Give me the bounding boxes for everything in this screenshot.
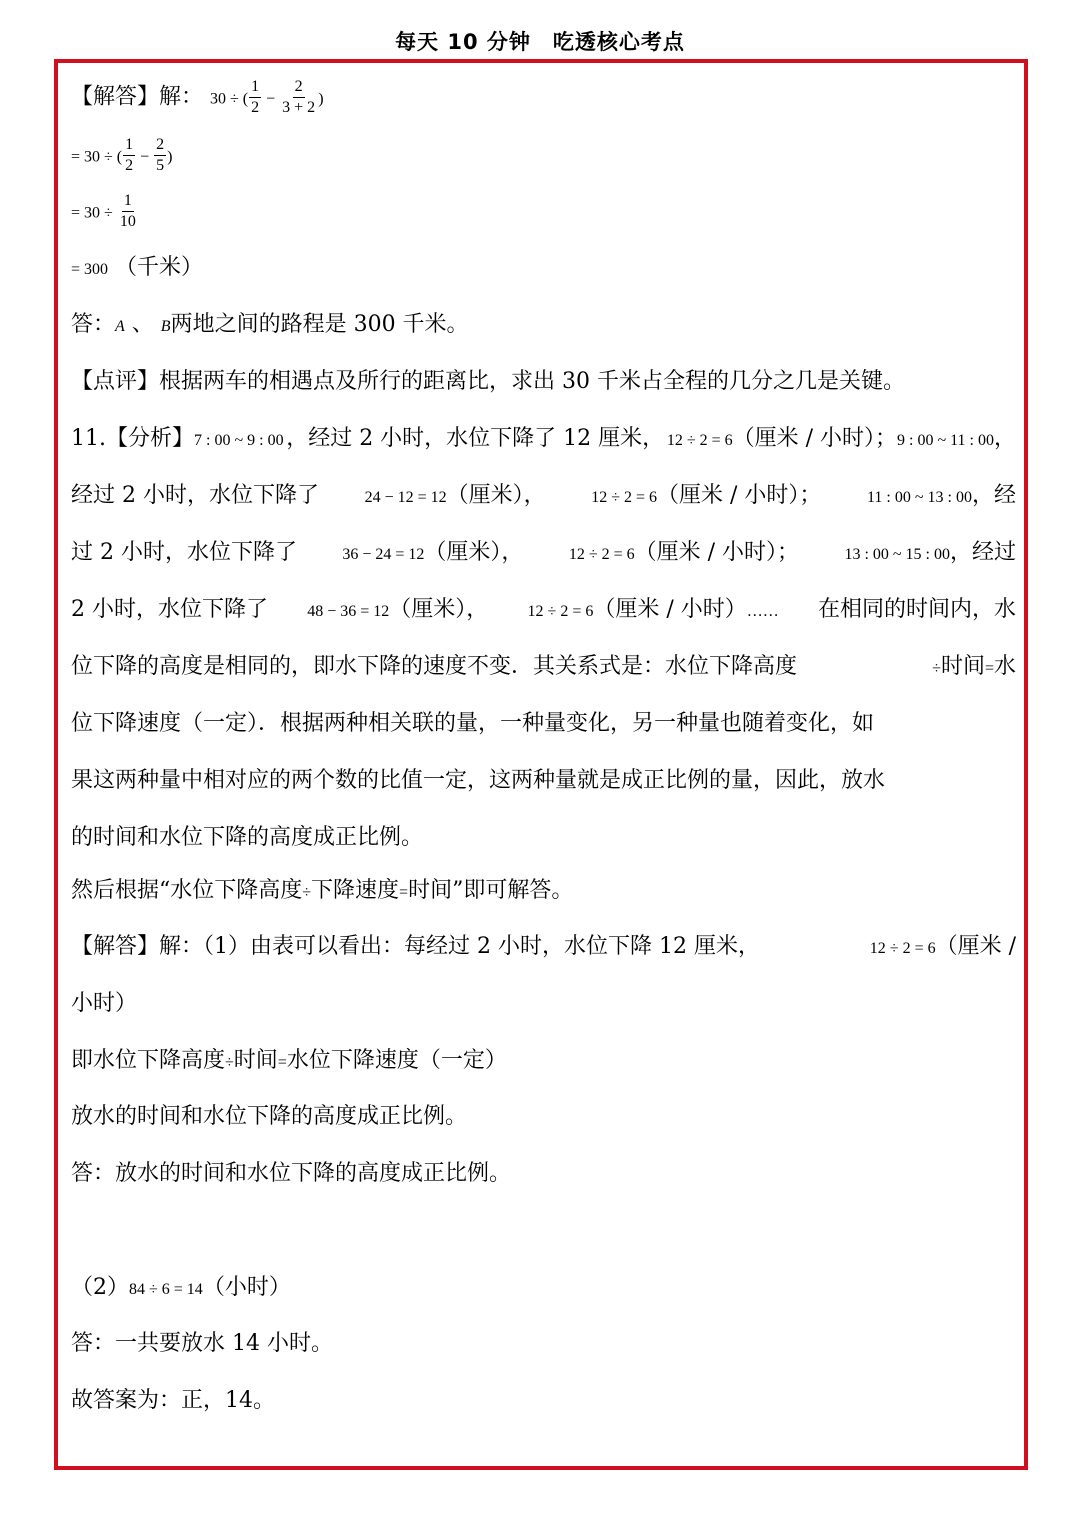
text: （厘米）， bbox=[446, 483, 546, 508]
q11-line-4 bbox=[71, 595, 1016, 627]
q11-line-8: 的时间和水位下降的高度成正比例。 bbox=[71, 825, 424, 850]
time-range: 7 : 00 ~ 9 : 00 bbox=[194, 432, 284, 449]
q11-line-16: 答：一共要放水 14 小时。 bbox=[71, 1331, 333, 1356]
fraction: $\frac{2}{5}$ bbox=[156, 136, 165, 174]
q11-line-5 bbox=[71, 652, 1016, 684]
separator: 、 bbox=[124, 312, 161, 337]
text: （厘米 / bbox=[935, 934, 1016, 959]
q11-line-11: 小时） bbox=[71, 991, 138, 1016]
operator: = bbox=[277, 1054, 287, 1071]
q11-line-10 bbox=[71, 932, 1016, 964]
text: 经过 2 小时，水位下降了 bbox=[71, 483, 319, 508]
expr: 84 ÷ 6 = 14 bbox=[129, 1281, 203, 1298]
q11-line-3 bbox=[71, 538, 1016, 570]
expr: 36 − 24 = 12 bbox=[342, 546, 425, 563]
point-a: A bbox=[115, 318, 125, 335]
operator: = bbox=[399, 884, 409, 901]
jieda-label: 【解答】解： bbox=[71, 84, 204, 110]
expr: = 300 bbox=[71, 261, 109, 278]
minus: − bbox=[262, 90, 280, 108]
text: 水位下降速度（一定） bbox=[286, 1048, 507, 1073]
text: 在相同的时间内，水 bbox=[817, 597, 1016, 622]
time-range: 13 : 00 ~ 15 : 00 bbox=[844, 546, 950, 563]
q11-line-14: 答：放水的时间和水位下降的高度成正比例。 bbox=[71, 1161, 512, 1186]
q10-step4 bbox=[71, 253, 203, 285]
analysis-label: 【分析】 bbox=[106, 426, 195, 451]
expr: 30 ÷ ( bbox=[210, 90, 249, 108]
page-header: 每天 10 分钟 吃透核心考点 bbox=[395, 30, 685, 54]
expr: 48 − 36 = 12 bbox=[307, 603, 390, 620]
expr: = 30 ÷ ( bbox=[71, 148, 123, 166]
answer-frame bbox=[54, 59, 1028, 1470]
answer-text: 两地之间的路程是 300 千米。 bbox=[170, 312, 469, 337]
text: 时间”即可解答。 bbox=[408, 878, 574, 903]
text: （厘米 / 小时） bbox=[593, 597, 747, 622]
q10-step3 bbox=[71, 191, 139, 232]
expr: 12 ÷ 2 = 6 bbox=[527, 603, 594, 620]
fraction: $\frac{1}{10}$ bbox=[119, 192, 136, 230]
q10-comment: 【点评】根据两车的相遇点及所行的距离比，求出 30 千米占全程的几分之几是关键。 bbox=[71, 369, 905, 394]
answer-prefix: 答： bbox=[71, 312, 116, 337]
expr: = 30 ÷ bbox=[71, 204, 117, 222]
q11-line-7: 果这两种量中相对应的两个数的比值一定，这两种量就是成正比例的量，因此，放水 bbox=[71, 768, 886, 793]
text: 2 小时，水位下降了 bbox=[71, 597, 268, 622]
q10-step2 bbox=[71, 135, 173, 176]
text: 时间 bbox=[233, 1048, 278, 1073]
text: （小时） bbox=[202, 1275, 291, 1300]
expr: 12 ÷ 2 = 6 bbox=[666, 432, 733, 449]
q11-line-15 bbox=[71, 1273, 291, 1305]
text: ，经过 2 小时，水位下降了 12 厘米， bbox=[286, 426, 665, 451]
fraction: $\frac{1}{2}$ bbox=[251, 78, 260, 116]
text: ，经 bbox=[971, 483, 1016, 508]
text: （厘米）， bbox=[389, 597, 489, 622]
text: 【解答】解：（1）由表可以看出：每经过 2 小时，水位下降 12 厘米， bbox=[71, 934, 760, 959]
point-b: B bbox=[160, 318, 171, 335]
time-range: 11 : 00 ~ 13 : 00 bbox=[867, 489, 972, 506]
q10-answer bbox=[71, 310, 469, 342]
text: ，经过 bbox=[949, 540, 1016, 565]
paren: ) bbox=[318, 90, 324, 108]
operator: ÷ bbox=[932, 660, 941, 677]
q11-line-12 bbox=[71, 1046, 507, 1078]
time-range: 9 : 00 ~ 11 : 00 bbox=[897, 432, 994, 449]
paren: ) bbox=[167, 148, 173, 166]
q11-line-6: 位下降速度（一定）．根据两种相关联的量，一种量变化，另一种量也随着变化，如 bbox=[71, 711, 875, 736]
ellipsis: …… bbox=[746, 603, 779, 620]
q11-line-13: 放水的时间和水位下降的高度成正比例。 bbox=[71, 1104, 468, 1129]
text: 然后根据“水位下降高度 bbox=[71, 878, 303, 903]
operator: ÷ bbox=[302, 884, 312, 901]
fraction: $\frac{1}{2}$ bbox=[125, 136, 134, 174]
operator: = bbox=[984, 660, 994, 677]
expr: 12 ÷ 2 = 6 bbox=[591, 489, 658, 506]
unit: （千米） bbox=[115, 255, 204, 280]
q11-line-2 bbox=[71, 481, 1016, 513]
q10-step1 bbox=[71, 77, 324, 118]
text: 水 bbox=[993, 654, 1016, 679]
q11-line-17: 故答案为：正，14。 bbox=[71, 1388, 275, 1413]
text: （厘米 / 小时）； bbox=[732, 426, 898, 451]
text: 即水位下降高度 bbox=[71, 1048, 226, 1073]
expr: 12 ÷ 2 = 6 bbox=[869, 940, 936, 957]
text: 位下降的高度是相同的，即水下降的速度不变．其关系式是：水位下降高度 bbox=[71, 654, 798, 679]
minus: − bbox=[136, 148, 154, 166]
text: 时间 bbox=[940, 654, 985, 679]
text: （厘米 / 小时）； bbox=[634, 540, 800, 565]
text: ， bbox=[993, 426, 1016, 451]
q11-line-1 bbox=[71, 424, 1016, 456]
fraction: $\frac{2}{3 + 2}$ bbox=[282, 78, 316, 116]
text: （2） bbox=[71, 1275, 129, 1300]
text: （厘米）， bbox=[424, 540, 524, 565]
text: 下降速度 bbox=[311, 878, 400, 903]
q11-line-9 bbox=[71, 876, 573, 908]
expr: 12 ÷ 2 = 6 bbox=[568, 546, 635, 563]
text: （厘米 / 小时）； bbox=[657, 483, 822, 508]
operator: ÷ bbox=[225, 1054, 234, 1071]
text: 过 2 小时，水位下降了 bbox=[71, 540, 297, 565]
expr: 24 − 12 = 12 bbox=[364, 489, 447, 506]
question-number: 11. bbox=[71, 426, 106, 451]
